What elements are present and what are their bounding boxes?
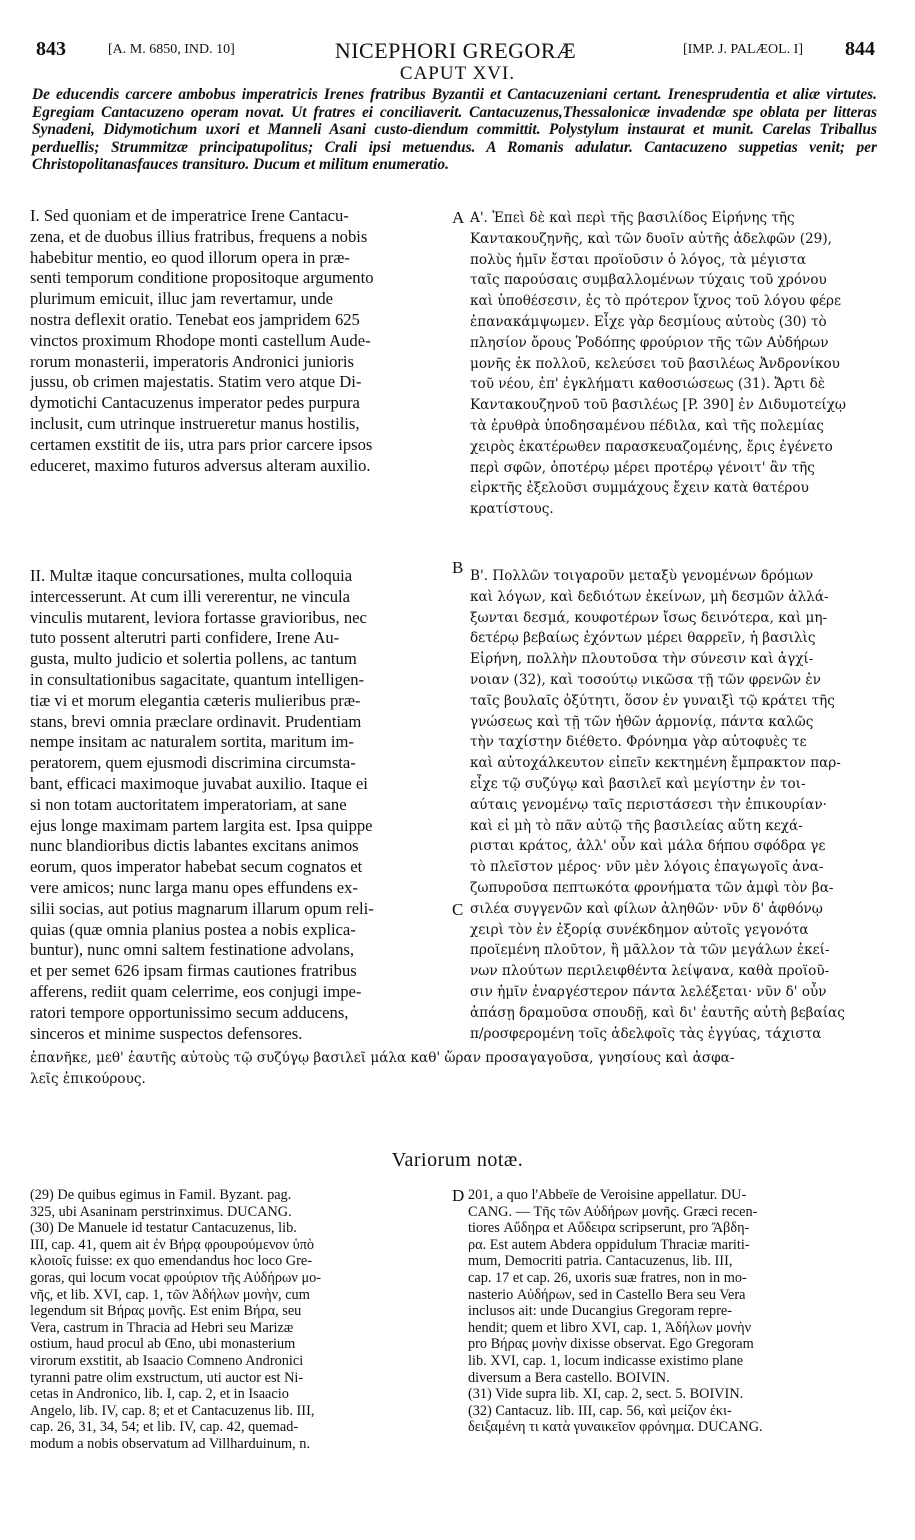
text-line: ejus longe maximam partem largita est. Ipsa quippe: [30, 815, 373, 835]
text-line: Καντακουζηνῆς, καὶ τῶν δυοῖν αὐτῆς ἀδελφῶν (29),: [470, 230, 832, 247]
text-line: Εἰρήνη, πολλὴν πλουτοῦσα τὴν σύνεσιν καὶ ἀγχί-: [470, 651, 814, 668]
text-line: gusta, multo judicio et solertia pollens, ac tantum: [30, 649, 357, 669]
text-line: τὸ πλεῖστον μέρος· νῦν μὲν λόγοις ἐπαγωγοῖς ἀνα-: [470, 859, 824, 876]
text-line: πλησίον ὄρους Ῥοδόπης φρούριον τῆς τῶν Αὐδήρων: [470, 334, 829, 351]
text-line: (29) De quibus egimus in Famil. Byzant. pag.: [30, 1187, 292, 1203]
text-line: nostra deflexit oratio. Tenebat eos jampridem 625: [30, 309, 360, 329]
text-line: σιλέα συγγενῶν καὶ φίλων ἀληθῶν· νῦν δ' ἀφθόνῳ: [470, 900, 823, 917]
text-line: ρισται κράτος, ἀλλ' οὖν καὶ μάλα δήπου σφόδρα γε: [470, 838, 826, 855]
text-line: lib. XVI, cap. 1, locum indicasse existimo plane: [468, 1352, 744, 1369]
text-line: nunc blandioribus dictis labantes excitans animos: [30, 836, 359, 856]
margin-letter-d: D: [452, 1186, 465, 1205]
text-line: inclusos ait: unde Ducangius Gregoram repre-: [468, 1303, 733, 1320]
text-line: inclusit, cum utrinque instrueretur manus hostilis,: [30, 413, 360, 433]
greek-paragraph-2: [470, 566, 880, 1044]
text-line: vinculis mutarent, leviora fortasse gravioribus, nec: [30, 607, 367, 627]
text-line: certamen exstitit de iis, utra pars prior carcere ipsos: [30, 434, 373, 454]
text-line: prudentia et aliæ virtutes. Egregiam Cantacuzeno operam novat. Ut fratres ei conciliaverit. Cantacuzenus,: [32, 86, 878, 121]
text-line: πολὺς ἡμῖν ἔσται προϊοῦσιν ὁ λόγος, τὰ μέγιστα: [470, 251, 807, 268]
notes-right-column: [468, 1187, 880, 1436]
text-line: educeret, maximo futuros adversus alteram auxilio.: [30, 455, 371, 475]
text-line: nempe insitam ac naturalem sortita, maritum im-: [30, 732, 354, 752]
text-line: Α'. Ἐπεὶ δὲ καὶ περὶ τῆς βασιλίδος Εἰρήνης τῆς: [470, 210, 795, 226]
text-line: pro Βήρας μονὴν dixisse observat. Ego Gregoram: [468, 1336, 754, 1353]
text-line: silii socias, aut potius magnarum illarum opum reli-: [30, 898, 374, 918]
text-line: Angelo, lib. IV, cap. 8; et et Cantacuzenus lib. III,: [30, 1402, 315, 1419]
text-line: diversum a Bera castello. BOIVIN.: [468, 1369, 670, 1386]
text-line: ostium, haud procul ab Œno, ubi monasterium: [30, 1336, 296, 1353]
text-line: rorum monasterii, imperatoris Andronici junioris: [30, 351, 354, 371]
text-line: CANG. — Τῆς τῶν Αὐδήρων μονῆς. Græci recen-: [468, 1203, 758, 1220]
text-line: sinceros et minime suspectos defensores.: [30, 1023, 303, 1043]
text-line: ἐπανῆκε, μεθ' ἑαυτῆς αὐτοὺς τῷ συζύγῳ βασιλεῖ μάλα καθ' ὥραν προσαγαγοῦσα, γνησίους καὶ ἀσφα-: [30, 1050, 735, 1066]
text-line: goras, qui locum vocat φρούριον τῆς Αὐδήρων μο-: [30, 1269, 322, 1286]
header-title: NICEPHORI GREGORÆ: [334, 38, 577, 63]
text-line: legendum sit Βήρας μονῆς. Est enim Βήρα, seu: [30, 1303, 302, 1320]
text-line: zena, et de duobus illius fratribus, frequens a nobis: [30, 226, 368, 246]
text-line: Β'. Πολλῶν τοιγαροῦν μεταξὺ γενομένων δρόμων: [470, 568, 814, 584]
text-line: (31) Vide supra lib. XI, cap. 2, sect. 5. BOIVIN.: [468, 1386, 744, 1403]
text-line: dymotichi Cantacuzenus imperator pedes purpura: [30, 393, 360, 413]
chapter-heading: CAPUT XVI.: [399, 63, 516, 84]
notes-left-column: [30, 1187, 445, 1453]
margin-letter-c: C: [452, 900, 464, 919]
text-line: afferens, rediit quam celerrime, eos conjugi impe-: [30, 981, 362, 1001]
greek-paragraph-1: [470, 208, 880, 520]
text-line: senti temporum conditione propositoque argumento: [30, 268, 374, 288]
text-line: ρα. Est autem Abdera oppidulum Thraciæ mariti-: [468, 1236, 750, 1253]
text-line: bant, efficaci maximoque juvabat auxilio. Itaque ei: [30, 773, 368, 793]
text-line: vere amicos; nunc larga manu opes effundens ex-: [30, 877, 358, 897]
text-line: (30) De Manuele id testatur Cantacuzenus, lib.: [30, 1220, 297, 1237]
text-line: III, cap. 41, quem ait ἐν Βήρᾳ φρουρούμενον ὑπὸ: [30, 1236, 315, 1253]
text-line: intercesserunt. At cum illi vererentur, ne vincula: [30, 586, 351, 606]
text-line: χειρὶ τὸν ἐν ἐξορίᾳ συνέκδημον αὐτοῖς γεγονότα: [470, 921, 809, 938]
text-line: politus; Crali ipsi metuendus. A Romanis adulatur. Cantacuzeno suppetias venit; per Christopolitanas: [32, 138, 878, 173]
text-line: cap. 17 et cap. 26, uxoris suæ fratres, non in mo-: [468, 1269, 747, 1286]
right-header-info: [IMP. J. PALÆOL. I]: [682, 42, 803, 57]
text-line: hendit; quem et libro XVI, cap. 1, Ἀδήλων μονὴν: [468, 1319, 752, 1336]
text-line: Καντακουζηνοῦ τοῦ βασιλέως [P. 390] ἐν Διδυμοτείχῳ: [470, 397, 847, 414]
text-line: habebitur mentio, eo quod illorum opera in præ-: [30, 247, 350, 267]
text-line: τοῦ νέου, ἐπ' ἐγκλήματι καθοσιώσεως (31). Ἄρτι δὲ: [470, 376, 826, 393]
text-line: si non totam auctoritatem imperatoriam, at sane: [30, 794, 347, 814]
running-header: [36, 38, 875, 64]
text-line: καὶ ὑποθέσεσιν, ἐς τὸ πρότερον ἴχνος τοῦ λόγου φέρε: [470, 293, 841, 310]
text-line: buntur), nunc omni saltem festinatione advolans,: [30, 940, 354, 960]
text-line: ἐπανακάμψωμεν. Εἶχε γὰρ δεσμίους αὐτοὺς (30) τὸ: [470, 313, 827, 330]
text-line: in consultationibus sagacitate, quantum intelligen-: [30, 669, 365, 689]
text-line: et per semet 626 ipsam firmas cautiones fratribus: [30, 961, 357, 981]
greek-continuation: [30, 1048, 880, 1090]
text-line: προϊεμένη πλοῦτον, ἢ μᾶλλον τὰ τῶν μεγάλων ἐκεί-: [470, 942, 830, 959]
text-line: π/ροσφερομένη τοῖς ἀδελφοῖς τὰς ἐγγύας, τάχιστα: [470, 1025, 822, 1042]
text-line: καὶ λόγων, καὶ δεδιότων ἐκείνων, μὴ δεσμῶν ἀλλά-: [470, 588, 829, 605]
text-line: eorum, quos imperator habebat secum cognatos et: [30, 857, 363, 877]
margin-letter-a: A: [452, 208, 465, 227]
text-line: χειρὸς ἑκατέρωθεν παρασκευαζομένης, ἔρις ἐγένετο: [470, 438, 833, 455]
latin-paragraph-1: [30, 206, 445, 476]
text-line: ξωνται δεσμά, κουφοτέρων ἴσως δεινότερα, καὶ μη-: [470, 609, 828, 626]
text-line: καὶ αὐτοχάλκευτον εἰπεῖν κεκτημένη ἔμπρακτον παρ-: [470, 755, 841, 772]
text-line: modum a nobis observatum ad Villharduinum, n.: [30, 1435, 311, 1452]
text-line: tiores Αὔδηρα et Αὔδειρα scripserunt, pro Ἄβδη-: [468, 1220, 750, 1237]
text-line: νων πλούτων περιλειφθέντα λείψανα, καθὰ προϊοῦ-: [470, 963, 830, 980]
text-line: τὴν ταχίστην διέθετο. Φρόνημα γὰρ αὐτοφυὲς τε: [470, 734, 807, 751]
text-line: ταῖς βουλαῖς ὀξύτητι, ὅσον ἐν γυναιξὶ τῷ κράτει τῆς: [470, 692, 835, 709]
text-line: 201, a quo l'Abbeïe de Veroisine appellatur. DU-: [468, 1187, 747, 1203]
text-line: μονῆς ἐκ πολλοῦ, κελεύσει τοῦ βασιλέως Ἀνδρονίκου: [470, 355, 840, 372]
text-line: αύταις γενομένῳ ταῖς περιστάσεσι τὴν ἐπικουρίαν·: [470, 796, 827, 813]
text-line: virorum exstitit, ab Isaacio Comneno Andronici: [30, 1352, 304, 1369]
text-line: tuto possent alterutri parti confidere, Irene Au-: [30, 628, 340, 648]
notes-heading: Variorum notæ.: [391, 1149, 524, 1171]
text-line: νοιαν (32), καὶ τοσούτῳ νικῶσα τῇ τῶν φρενῶν ἐν: [470, 671, 821, 688]
text-line: καὶ εἰ μὴ τὸ πᾶν αὐτῷ τῆς βασιλείας αὕτη κεχά-: [470, 817, 803, 834]
text-line: δειξαμένη τι κατὰ γυναικεῖον φρόνημα. DUCANG.: [468, 1419, 763, 1436]
left-header-info: [A. M. 6850, IND. 10]: [108, 42, 235, 57]
text-line: I. Sed quoniam et de imperatrice Irene Cantacu-: [30, 206, 349, 225]
text-line: ταῖς παρούσαις συμβαλλομένων τύχαις τοῦ χρόνου: [470, 272, 827, 289]
text-line: jussu, ob crimen majestatis. Statim vero atque Di-: [30, 372, 362, 392]
text-line: Thessalonicæ invadendæ spe oblata per litteras Synadeni, Didymotichum uxori et Manneli Asani custo-: [32, 103, 877, 138]
text-line: vinctos proximum Rhodope monti castellum Aude-: [30, 330, 371, 350]
text-line: ratori tempore opportunissimo secum adducens,: [30, 1002, 349, 1022]
text-line: κλοιοῖς fuisse: ex quo emendandus hoc loco Gre-: [30, 1253, 312, 1270]
text-line: mum, Democriti patria. Cantacuzenus, lib. III,: [468, 1253, 733, 1270]
chapter-summary: [32, 86, 877, 174]
text-line: peratorem, quem ejusmodi discrimina circumsta-: [30, 753, 356, 773]
right-page-number: 844: [845, 38, 875, 60]
text-line: Vera, castrum in Thracia ad Hebri seu Marizæ: [30, 1319, 294, 1336]
text-line: σιν ἡμῖν ἐναργέστερον πάντα λελέξεται· νῦν δ' οὖν: [470, 983, 827, 1000]
text-line: cetas in Andronico, lib. I, cap. 2, et in Isaacio: [30, 1386, 289, 1403]
text-line: νῆς, et lib. XVI, cap. 1, τῶν Ἀδήλων μονὴν, cum: [30, 1286, 310, 1303]
text-line: 325, ubi Asaninam perstrinximus. DUCANG.: [30, 1203, 292, 1220]
left-page-number: 843: [36, 38, 66, 60]
text-line: tiæ vi et morum elegantia cæteris mulieribus præ-: [30, 690, 361, 710]
text-line: tyranni patre olim exstructum, uti auctor est Ni-: [30, 1369, 304, 1386]
text-line: περὶ σφῶν, ὁποτέρῳ μέρει προτέρῳ γένοιτ' ἂν τῆς: [470, 459, 815, 476]
text-line: εἶχε τῷ συζύγῳ καὶ βασιλεῖ καὶ μεγίστην ἐν τοι-: [470, 775, 806, 792]
text-line: fauces transituro. Ducum et militum enumeratio.: [137, 156, 449, 173]
text-line: εἱρκτῆς ἐξελοῦσι συμμάχους ἔχειν κατὰ θατέρου: [470, 480, 809, 497]
text-line: plurimum emicuit, illuc jam revertamur, unde: [30, 289, 334, 309]
text-line: γνώσεως καὶ τῇ τῶν ἠθῶν ἁρμονίᾳ, πάντα καλῶς: [470, 713, 814, 730]
text-line: cap. 26, 31, 34, 54; et lib. IV, cap. 42, quemad-: [30, 1419, 299, 1436]
text-line: II. Multæ itaque concursationes, multa colloquia: [30, 566, 353, 585]
text-line: ἁπάσῃ δραμοῦσα σπουδῇ, καὶ δι' ἑαυτῆς αὐτὴ βεβαίας: [470, 1004, 845, 1021]
text-line: ζωπυροῦσα πεπτωκότα φρονήματα τῶν ἀμφὶ τὸν βα-: [470, 879, 834, 896]
text-line: δετέρῳ βεβαίως ἐχόντων μέρει θαρρεῖν, ἡ βασιλὶς: [470, 630, 816, 647]
latin-paragraph-2: [30, 566, 445, 1044]
text-line: De educendis carcere ambobus imperatricis Irenes fratribus Byzantii et Cantacuzeniani certant. Irenes: [32, 86, 708, 103]
text-line: κρατίστους.: [470, 501, 554, 518]
text-line: stans, brevi omnia præclare ordinavit. Prudentiam: [30, 711, 362, 731]
text-line: (32) Cantacuz. lib. III, cap. 56, καὶ μείζον ἐκι-: [468, 1402, 732, 1419]
text-line: nasterio Αὐδήρων, sed in Castello Bera seu Vera: [468, 1286, 746, 1303]
text-line: τὰ ἐρυθρὰ ὑποδησαμένου πέδιλα, καὶ τῆς πολεμίας: [470, 417, 824, 434]
margin-letter-b: B: [452, 558, 464, 577]
text-line: diendum committit. Polystylum instaurat et munit. Carelas Triballus perduellis; Strummitzæ principatu: [32, 121, 877, 156]
text-line: λεῖς ἐπικούρους.: [30, 1070, 146, 1087]
text-line: quias (quæ omnia planius postea a nobis explica-: [30, 919, 356, 939]
